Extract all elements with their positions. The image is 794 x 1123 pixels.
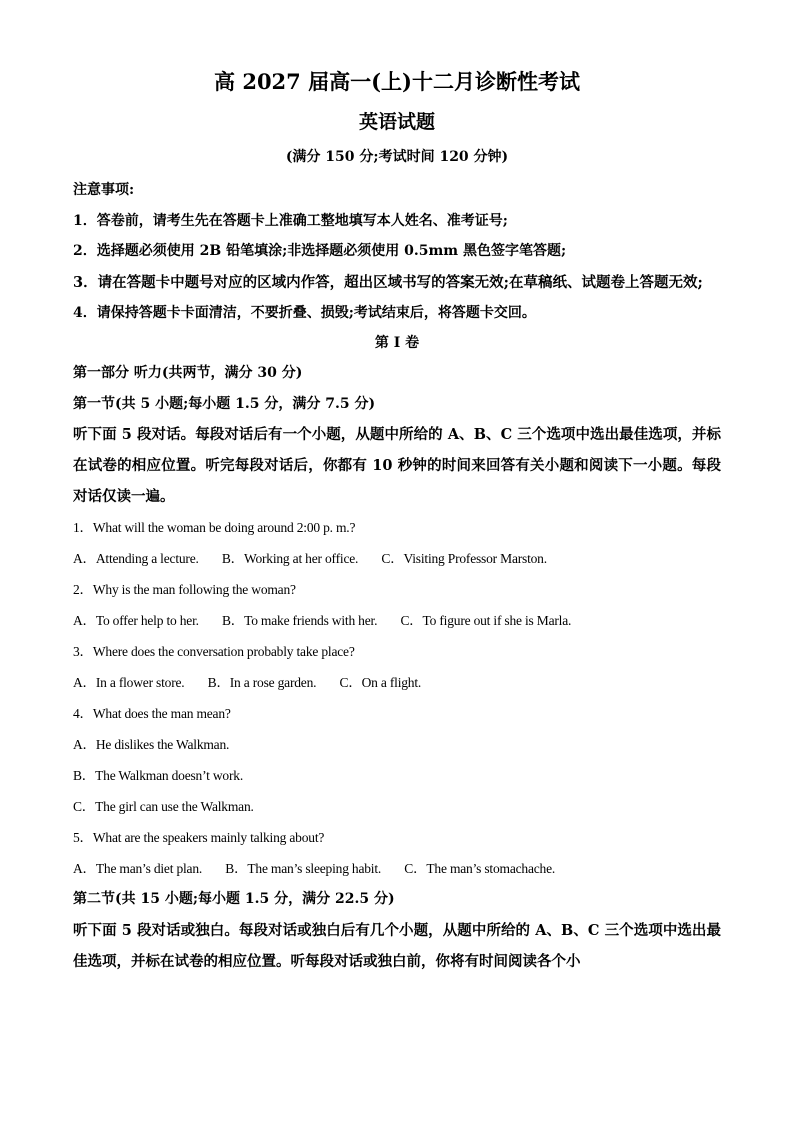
page-title: 高 2027 届高一(上)十二月诊断性考试 bbox=[214, 69, 580, 94]
option-b: B．Working at her office. bbox=[221, 551, 359, 566]
volume-heading: 第 I 卷 bbox=[374, 335, 420, 351]
section1-instructions: 听下面 5 段对话。每段对话后有一个小题，从题中所给的 A、B、C 三个选项中选出最佳选项，并标在试卷的相应位置。听完每段对话后，你都有 10 秒钟的时间来回答有关小题和阅读下一小题。每段对话仅读一遍。 bbox=[73, 426, 721, 505]
option-c: C．The girl can use the Walkman. bbox=[73, 799, 254, 814]
option-b: B．The man’s sleeping habit. bbox=[225, 861, 382, 876]
section2-heading: 第二节(共 15 小题;每小题 1.5 分，满分 22.5 分) bbox=[73, 891, 395, 907]
notes-heading: 注意事项: bbox=[73, 182, 135, 198]
option-c: C．To figure out if she is Marla. bbox=[400, 613, 572, 628]
option-a: A．To offer help to her. bbox=[73, 613, 199, 628]
score-time-line: (满分 150 分;考试时间 120 分钟) bbox=[285, 149, 509, 165]
question-stem: 5．What are the speakers mainly talking about? bbox=[73, 830, 325, 845]
section2-instructions: 听下面 5 段对话或独白。每段对话或独白后有几个小题，从题中所给的 A、B、C 三个选项中选出最佳选项，并标在试卷的相应位置。听每段对话或独白前，你将有时间阅读各个小 bbox=[73, 921, 721, 970]
question-stem: 2．Why is the man following the woman? bbox=[73, 582, 296, 597]
note-item: 1．答卷前，请考生先在答题卡上准确工整地填写本人姓名、准考证号; bbox=[73, 212, 508, 229]
exam-page bbox=[73, 68, 721, 977]
section1-heading: 第一节(共 5 小题;每小题 1.5 分，满分 7.5 分) bbox=[73, 395, 376, 412]
question-stem: 1．What will the woman be doing around 2:00 p. m.? bbox=[73, 520, 356, 535]
note-item: 4．请保持答题卡卡面清洁，不要折叠、损毁;考试结束后，将答题卡交回。 bbox=[73, 304, 536, 321]
option-c: C．Visiting Professor Marston. bbox=[381, 551, 547, 566]
option-a: A．He dislikes the Walkman. bbox=[73, 737, 230, 752]
note-item: 2．选择题必须使用 2B 铅笔填涂;非选择题必须使用 0.5mm 黑色签字笔答题; bbox=[73, 243, 567, 259]
question-stem: 4．What does the man mean? bbox=[73, 706, 231, 721]
note-item: 3．请在答题卡中题号对应的区域内作答，超出区域书写的答案无效;在草稿纸、试题卷上答题无效; bbox=[73, 273, 703, 291]
option-a: A．In a flower store. bbox=[73, 675, 185, 690]
option-c: C．The man’s stomachache. bbox=[404, 861, 556, 876]
option-b: B．To make friends with her. bbox=[222, 613, 378, 628]
question-options bbox=[73, 605, 721, 636]
question-options bbox=[73, 667, 721, 698]
option-a: A．The man’s diet plan. bbox=[73, 861, 203, 876]
question-options bbox=[73, 853, 721, 884]
exam-subject: 英语试题 bbox=[358, 111, 435, 133]
question-options bbox=[73, 543, 721, 574]
part1-heading: 第一部分 听力(共两节，满分 30 分) bbox=[73, 365, 303, 381]
option-b: B．The Walkman doesn’t work. bbox=[73, 768, 243, 783]
question-stem: 3．Where does the conversation probably take place? bbox=[73, 644, 355, 659]
option-b: B．In a rose garden. bbox=[207, 675, 317, 690]
option-c: C．On a flight. bbox=[339, 675, 422, 690]
option-a: A．Attending a lecture. bbox=[73, 551, 199, 566]
